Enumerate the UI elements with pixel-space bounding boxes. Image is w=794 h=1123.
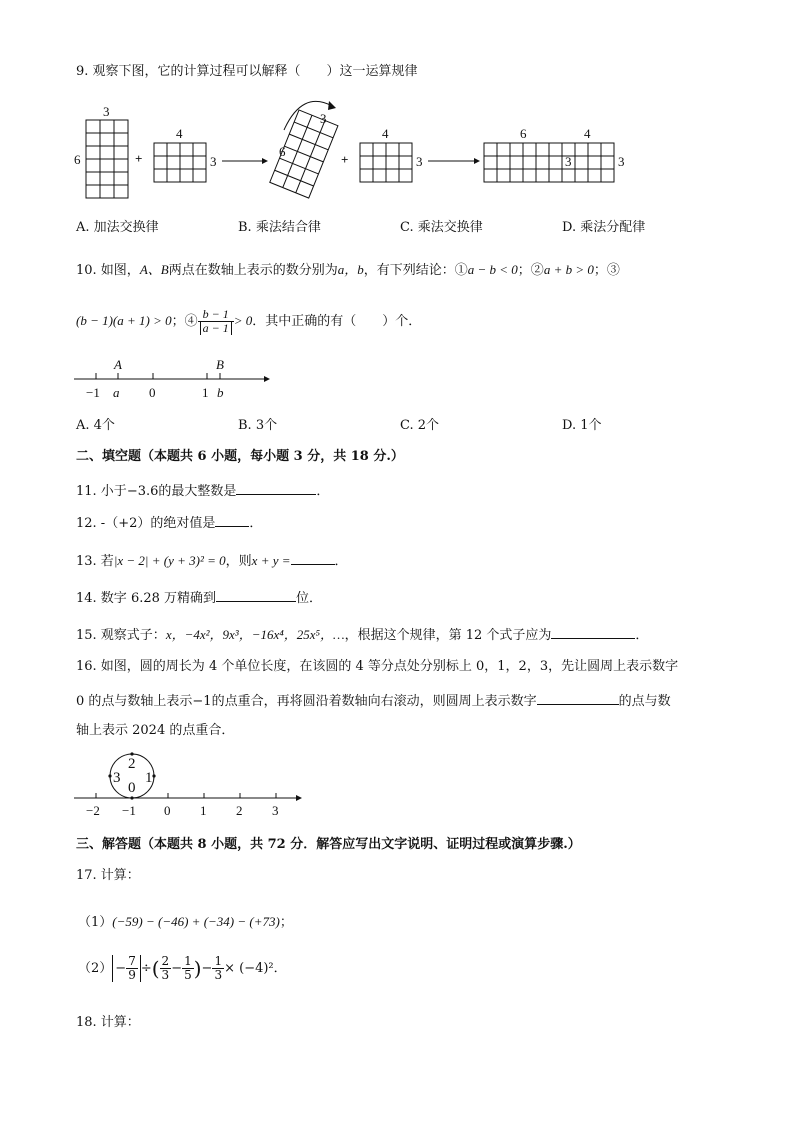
q9-figure — [70, 98, 630, 208]
label-B: B — [216, 357, 224, 372]
tick-m2: −2 — [86, 803, 100, 818]
g1-top: 3 — [103, 104, 110, 119]
circle-3: 3 — [113, 770, 121, 786]
tick-0: 0 — [164, 803, 171, 818]
plus-2: + — [341, 152, 349, 167]
q17-part1: （1）(−59) − (−46) + (−34) − (+73)； — [78, 914, 293, 930]
q10-line1: 10. 如图，A、B两点在数轴上表示的数分别为a，b，有下列结论：①a − b < 0；②a + b > 0；③ — [76, 262, 620, 278]
tick-3: 3 — [272, 803, 279, 818]
q15: 15. 观察式子：x，−4x²，9x³，−16x⁴，25x⁵，…，根据这个规律，第 12 个式子应为 ． — [76, 624, 648, 645]
g2-right: 3 — [210, 154, 217, 169]
q9-option-d: D. 乘法分配律 — [562, 220, 646, 235]
q17-part2: （2） − $\frac{7}{9}$ ÷( $\frac{2}{3}$ − $\frac{1}{5}$ )− $\frac{1}{3}$ × (−4)²． — [78, 954, 287, 982]
circle-1: 1 — [145, 770, 153, 786]
section2-heading: 二、填空题（本题共 6 小题，每小题 3 分，共 18 分.） — [76, 449, 404, 464]
g5-right3: 3 — [618, 154, 625, 169]
q9-option-c: C. 乘法交换律 — [400, 220, 483, 235]
q10-number-line — [74, 355, 284, 405]
grid-3x6 — [86, 120, 128, 198]
q13: 13. 若|x − 2| + (y + 3)² = 0，则x + y = ． — [76, 550, 348, 571]
g4-top: 4 — [382, 126, 389, 141]
q13-blank — [291, 550, 335, 565]
g5-top6: 6 — [520, 126, 527, 141]
q14-blank — [216, 587, 296, 602]
g3-top: 3 — [320, 111, 327, 126]
q18-title: 18. 计算： — [76, 1015, 140, 1030]
q12-blank — [215, 512, 249, 527]
q11: 11. 小于−3.6的最大整数是 ． — [76, 480, 329, 501]
tick-b: b — [217, 385, 224, 400]
q10-option-b: B. 3个 — [238, 418, 278, 433]
q11-blank — [236, 480, 316, 495]
label-A: A — [114, 357, 122, 372]
q10-fraction: $\frac{b - 1}{a - 1}$ — [198, 308, 234, 335]
q16-blank — [537, 690, 619, 705]
tick-m1: −1 — [122, 803, 136, 818]
circle-0: 0 — [128, 780, 136, 796]
tick-0: 0 — [149, 385, 156, 400]
q15-blank — [551, 624, 635, 639]
q12: 12. -（+2）的绝对值是 ． — [76, 512, 262, 533]
q10-option-c: C. 2个 — [400, 418, 440, 433]
q16-line2: 0 的点与数轴上表示−1的点重合，再将圆沿着数轴向右滚动，则圆周上表示数字 的点与数 — [76, 690, 671, 711]
q16-figure — [74, 752, 314, 822]
g5-mid3: 3 — [565, 154, 572, 169]
q10-line2: (b − 1)(a + 1) > 0；④ $\frac{b - 1}{a - 1}$ > 0．其中正确的有（ ）个． — [76, 307, 422, 335]
q16-line1: 16. 如图，圆的周长为 4 个单位长度，在该圆的 4 等分点处分别标上 0，1，2，3，先让圆周上表示数字 — [76, 659, 679, 674]
q9-option-b: B. 乘法结合律 — [238, 220, 321, 235]
tick-a: a — [113, 385, 120, 400]
q16-line3: 轴上表示 2024 的点重合． — [76, 723, 235, 738]
tick-m1: −1 — [86, 385, 100, 400]
g1-left: 6 — [74, 152, 81, 167]
g3-left: 6 — [279, 144, 286, 159]
section3-heading: 三、解答题（本题共 8 小题，共 72 分．解答应写出文字说明、证明过程或演算步骤.） — [76, 837, 581, 852]
q9-stem: 9. 观察下图，它的计算过程可以解释（ ）这一运算规律 — [76, 64, 418, 79]
g2-top: 4 — [176, 126, 183, 141]
q14: 14. 数字 6.28 万精确到 位． — [76, 587, 322, 608]
q17-title: 17. 计算： — [76, 868, 140, 883]
q10-option-a: A. 4个 — [76, 418, 115, 433]
circle-2: 2 — [128, 756, 136, 772]
plus-1: + — [135, 151, 143, 166]
q10-option-d: D. 1个 — [562, 418, 602, 433]
g5-top4: 4 — [584, 126, 591, 141]
tick-2: 2 — [236, 803, 243, 818]
tick-1: 1 — [200, 803, 207, 818]
g4-right: 3 — [416, 154, 423, 169]
tick-1: 1 — [202, 385, 209, 400]
q9-option-a: A. 加法交换律 — [76, 220, 159, 235]
